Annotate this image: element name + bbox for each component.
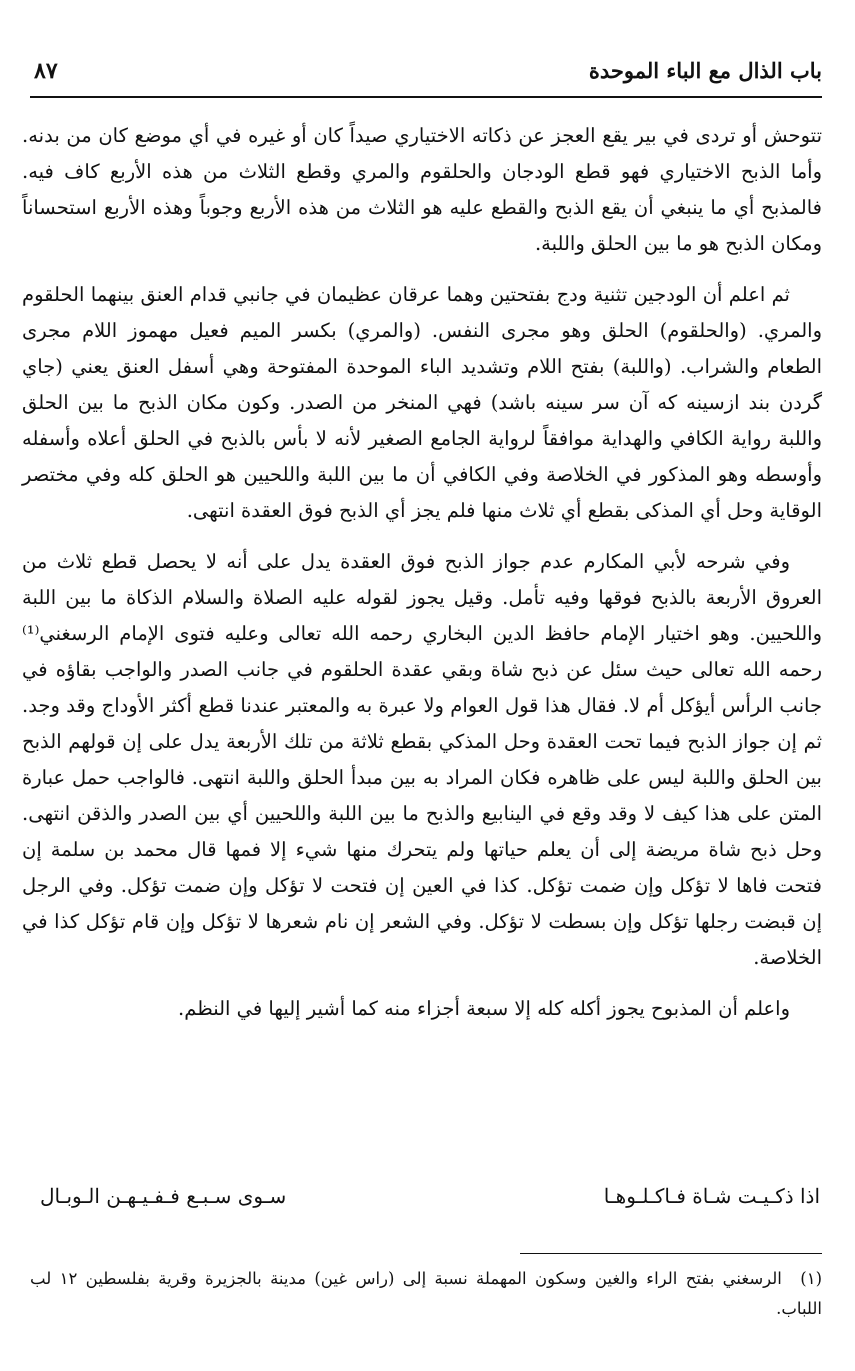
running-head: باب الذال مع الباء الموحدة [588,58,822,83]
main-text [22,118,822,1042]
footnote-marker: (١) [800,1269,822,1288]
page-number: ٨٧ [34,58,58,84]
verse-line [40,1178,820,1218]
paragraph: تتوحش أو تردى في بير يقع العجز عن ذكاته الاختياري صيداً كان أو غيره في أي موضع كان من بدنه. وأما الذبح الاختياري فهو قطع الودجان والحلقوم والمري وقطع الثلاث من هذه الأربع كاف فيه. فالمذبح أي ما ينبغي أن يقع الذبح والقطع عليه هو الثلاث من هذه الأربع وجوباً وهذه الأربع استحساناً ومكان الذبح هو ما بين الحلق واللبة. [22,124,822,255]
verse-first-hemistich: اذا ذكـيـت شـاة فـاكـلـوهـا [603,1184,820,1208]
paragraph: ثم اعلم أن الودجين تثنية ودج بفتحتين وهما عرقان عظيمان في جانبي قدام العنق بينهما الحلقوم والمري. (والحلقوم) الحلق وهو مجرى النفس. (والمري) بكسر الميم فعيل مهموز اللام مجرى الطعام والشراب. (واللبة) بفتح اللام وتشديد الباء الموحدة المفتوحة وهي أسفل العنق يعني (جاي گردن بند ازسينه كه آن سر سينه باشد) فهي المنخر من الصدر. وكون مكان الذبح ما بين الحلق واللبة رواية الكافي والهداية موافقاً لرواية الجامع الصغير لأنه لا بأس بالذبح في الحلق أعلاه وأسفله وأوسطه وهو المذكور في الخلاصة وفي الكافي أن ما بين اللبة واللحيين هو الحلق كله وفي مختصر الوقاية وحل أي المذكى بقطع أي ثلاث منها فلم يجز أي الذبح فوق العقدة انتهى. [22,283,822,522]
footnote-divider [520,1253,822,1254]
paragraph: وفي شرحه لأبي المكارم عدم جواز الذبح فوق العقدة يدل على أنه لا يحصل قطع ثلاث من العروق الأربعة بالذبح فوقها وفيه تأمل. وقيل يجوز لقوله عليه الصلاة والسلام الذكاة ما بين اللبة واللحيين. وهو اختيار الإمام حافظ الدين البخاري رحمه الله تعالى وعليه فتوى الإمام الرسغني⁽¹⁾ رحمه الله تعالى حيث سئل عن ذبح شاة وبقي عقدة الحلقوم في جانب الصدر والواجب بقاؤه في جانب الرأس أيؤكل أم لا. فقال هذا قول العوام ولا عبرة به والمعتبر عندنا قطع أكثر الأوداج وقد وجد. ثم إن جواز الذبح فيما تحت العقدة وحل المذكي بقطع ثلاثة من تلك الأربعة يدل على إن قولهم الذبح بين الحلق واللبة ليس على ظاهره فكان المراد به بين مبدأ الحلق واللبة انتهى. فالواجب حمل عبارة المتن على هذا كيف لا وقد وقع في الينابيع والذبح ما بين اللبة واللحيين أي بين الصدر والذقن انتهى. وحل ذبح شاة مريضة إلى أن يعلم حياتها ولم يتحرك منها شيء إلا فمها قال محمد بن سلمة إن فتحت فاها لا تؤكل وإن ضمت تؤكل. كذا في العين إن فتحت لا تؤكل وإن ضمت تؤكل. وفي الرجل إن قبضت رجلها تؤكل وإن بسطت لا تؤكل. وفي الشعر إن نام شعرها لا تؤكل وإن قام تؤكل كذا في الخلاصة. [22,550,822,969]
footnote-text: الرسغني بفتح الراء والغين وسكون المهملة نسبة إلى (راس غين) مدينة بالجزيرة وقرية بفلسطين ١٢ لب اللباب. [30,1269,822,1318]
paragraph: واعلم أن المذبوح يجوز أكله كله إلا سبعة أجزاء منه كما أشير إليها في النظم. [178,997,790,1020]
verse-second-hemistich: سـوى سـبـع فـفـيـهـن الـوبـال [40,1184,287,1208]
page-header [30,56,822,98]
footnote [30,1264,822,1324]
